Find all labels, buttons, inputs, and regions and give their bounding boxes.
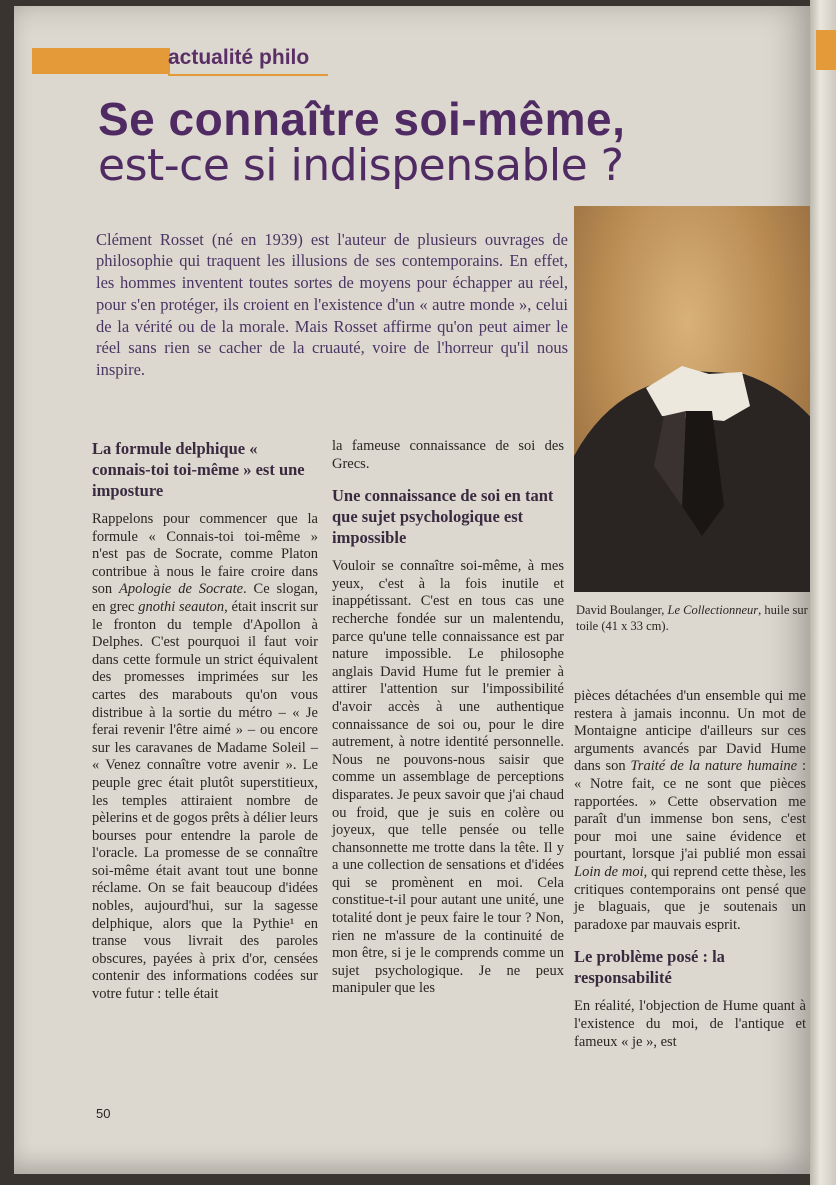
- caption-details: , huile sur toile (41 x 33 cm).: [576, 603, 808, 633]
- painting-image: [574, 206, 810, 592]
- headline-line-1: Se connaître soi-même,: [98, 93, 626, 145]
- caption-author: David Boulanger,: [576, 603, 668, 617]
- intro-paragraph: Clément Rosset (né en 1939) est l'auteur de plusieurs ouvrages de philosophie qui traquent les illusions de ses contemporains. En effet, les hommes inventent toutes sortes de moyens pour échapper au réel, pour s'en protéger, ils croient en l'existence d'un « autre monde », celui de la vérité ou de la morale. Mais Rosset affirme qu'on peut aimer le réel sans rien se cacher de la cruauté, voire de l'horreur qu'il nous inspire.: [96, 229, 568, 380]
- text-run: , qui reprend cette thèse, les critiques contemporains ont pensé que je blaguais, que je soutenais un paradoxe par mauvais esprit.: [574, 863, 806, 933]
- column-1: [92, 438, 318, 1004]
- column-2-continuation: la fameuse connaissance de soi des Grecs.: [332, 438, 564, 472]
- page-edge: [810, 0, 836, 1185]
- image-caption: [576, 602, 810, 634]
- section-color-bar: [32, 48, 170, 74]
- text-run: , était inscrit sur le fronton du temple d'Apollon à Delphes. C'est pourquoi il faut voir dans cette formule un strict équivalent des promesses imprimées sur les cartes des marabouts qu'on vous distribue à la sortie du métro – « Je ferai revenir l'être aimé » – ou encore sur les caravanes de Madame Soleil – « Venez connaître votre avenir ». Le peuple grec était plutôt superstitieux, les temples attiraient nombre de pèlerins et de gogos prêts à délier leurs bourses pour entendre la parole de l'oracle. La promesse de se connaître soi-même était avant tout une bonne réclame. On se fait beaucoup d'idées nobles, aujourd'hui, sur la sagesse delphique, alors que la Pythie¹ en transe vous livrait des paroles obscures, payées à prix d'or, censées contenir des informations codées sur votre futur : telle était: [92, 598, 319, 1003]
- text-run: : « Notre fait, ce ne sont que pièces rapportées. » Cette observation me paraît d'un immense bon sens, c'est pour moi une saine évidence et pourtant, lorsque j'ai publié mon essai: [574, 758, 806, 863]
- subheading-delphic: La formule delphique « connais-toi toi-même » est une imposture: [92, 439, 305, 500]
- caption-title: Le Collectionneur: [667, 603, 759, 617]
- text-run: Rappelons pour commencer que la formule « Connais-toi toi-même » n'est pas de Socrate, comme Platon contribue à nous le faire croire dans son: [92, 511, 318, 598]
- edge-color-tab: [816, 30, 836, 70]
- column-3-body-2: En réalité, l'objection de Hume quant à l'existence du moi, de l'antique et fameux « je », est: [574, 998, 806, 1050]
- page-number: 50: [96, 1106, 111, 1121]
- headline-line-2: est-ce si indispensable ?: [98, 140, 624, 191]
- italic-loin-de-moi: Loin de moi: [574, 863, 644, 880]
- column-2-body: Vouloir se connaître soi-même, à mes yeux, c'est à la fois inutile et inappétissant. C'est en tous cas une recherche fondée sur un malentendu, parce qu'une telle connaissance est par nature impossible. Le philosophe anglais David Hume fut le premier à attirer l'attention sur l'impossibilité d'avoir accès à une authentique connaissance de soi ou, pour le dire autrement, à notre identité personnelle. Nous ne pouvons-nous saisir que comme un assemblage de perceptions disparates. Je peux savoir que j'ai chaud ou froid, que je suis en colère ou joyeux, que telle pensée ou telle chansonnette me trotte dans la tête. Il y a une collection de sensations et d'idées qui se promènent en moi. Cela constitue-t-il pour autant une unité, une totalité dont je peux faire le tour ? Non, rien ne m'assure de la continuité de mon être, si je le comprends comme un sujet psychologique. Je ne peux manipuler que les: [332, 558, 564, 997]
- magazine-page: [14, 6, 810, 1174]
- column-3-body: [574, 688, 806, 934]
- subheading-responsibility: Le problème posé : la responsabilité: [574, 947, 725, 988]
- italic-apologie: Apologie de Socrate: [119, 581, 244, 598]
- italic-greek-phrase: gnothi seauton: [138, 598, 225, 615]
- headless-collector-illustration: [574, 206, 810, 592]
- italic-traite: Traité de la nature humaine: [630, 758, 798, 775]
- column-1-body: [92, 511, 318, 1004]
- text-run: . Ce slogan, en grec: [92, 581, 318, 615]
- column-3: [574, 688, 806, 1051]
- section-label: actualité philo: [168, 46, 310, 69]
- section-underline: [168, 74, 328, 76]
- text-run: pièces détachées d'un ensemble qui me restera à jamais inconnu. Un mot de Montaigne anticipe d'ailleurs sur ces arguments avancés par David Hume dans son: [574, 688, 806, 775]
- column-2: [332, 438, 564, 998]
- subheading-self-knowledge: Une connaissance de soi en tant que sujet psychologique est impossible: [332, 486, 554, 548]
